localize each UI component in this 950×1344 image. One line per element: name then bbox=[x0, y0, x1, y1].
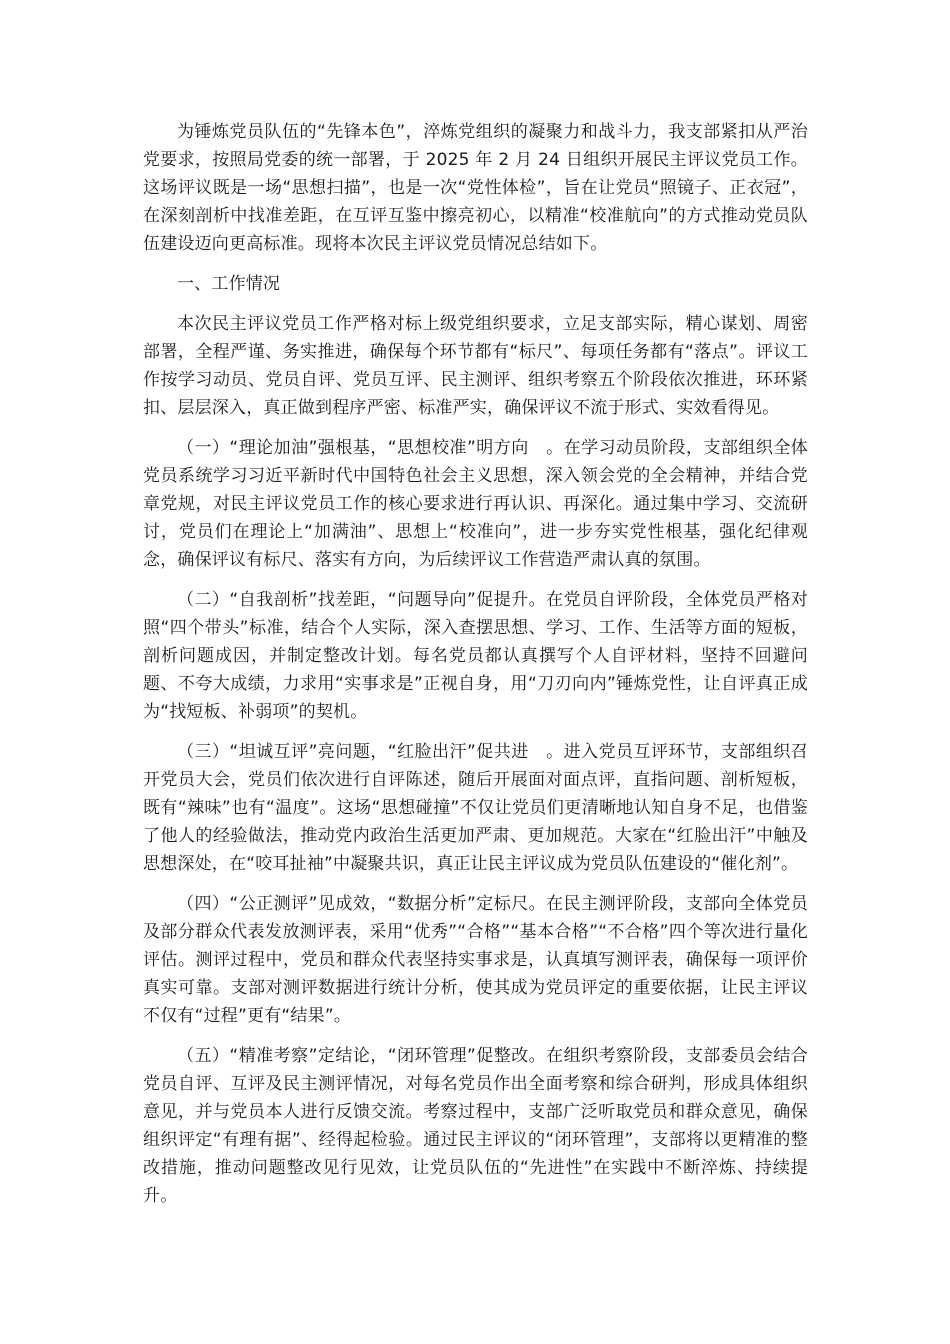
section-heading-work-status: 一、工作情况 bbox=[177, 274, 281, 294]
intro-paragraph: 为锤炼党员队伍的“先锋本色”，淬炼党组织的凝聚力和战斗力，我支部紧扣从严治党要求，按照局党委的统一部署，于 2025 年 2 月 24 日组织开展民主评议党员工作。这场评议既是一场“思想扫描”，也是一次“党性体检”，旨在让党员“照镜子、正衣冠”，在深刻剖析中找准差距，在互评互鉴中擦亮初心，以精准“校准航向”的方式推动党员队伍建设迈向更高标准。现将本次民主评议党员情况总结如下。 bbox=[143, 122, 808, 254]
item-paragraph-2: （二）“自我剖析”找差距，“问题导向”促提升。在党员自评阶段，全体党员严格对照“四个带头”标准，结合个人实际，深入查摆思想、学习、工作、生活等方面的短板，剖析问题成因，并制定整改计划。每名党员都认真撰写个人自评材料，坚持不回避问题、不夸大成绩，力求用“实事求是”正视自身，用“刀刃向内”锤炼党性，让自评真正成为“找短板、补弱项”的契机。 bbox=[143, 590, 808, 722]
document-body bbox=[143, 118, 808, 1222]
item-paragraph-5: （五）“精准考察”定结论，“闭环管理”促整改。在组织考察阶段，支部委员会结合党员自评、互评及民主测评情况，对每名党员作出全面考察和综合研判，形成具体组织意见，并与党员本人进行反馈交流。考察过程中，支部广泛听取党员和群众意见，确保组织评定“有理有据”、经得起检验。通过民主评议的“闭环管理”，支部将以更精准的整改措施，推动问题整改见行见效，让党员队伍的“先进性”在实践中不断淬炼、持续提升。 bbox=[143, 1046, 808, 1206]
section-intro-paragraph: 本次民主评议党员工作严格对标上级党组织要求，立足支部实际，精心谋划、周密部署，全程严谨、务实推进，确保每个环节都有“标尺”、每项任务都有“落点”。评议工作按学习动员、党员自评、党员互评、民主测评、组织考察五个阶段依次推进，环环紧扣、层层深入，真正做到程序严密、标准严实，确保评议不流于形式、实效看得见。 bbox=[143, 314, 808, 418]
item-paragraph-1: （一）“理论加油”强根基，“思想校准”明方向 。在学习动员阶段，支部组织全体党员系统学习习近平新时代中国特色社会主义思想，深入领会党的全会精神，并结合党章党规，对民主评议党员工作的核心要求进行再认识、再深化。通过集中学习、交流研讨，党员们在理论上“加满油”、思想上“校准向”，进一步夯实党性根基，强化纪律观念，确保评议有标尺、落实有方向，为后续评议工作营造严肃认真的氛围。 bbox=[143, 438, 808, 570]
item-paragraph-3: （三）“坦诚互评”亮问题，“红脸出汗”促共进 。进入党员互评环节，支部组织召开党员大会，党员们依次进行自评陈述，随后开展面对面点评，直指问题、剖析短板，既有“辣味”也有“温度”。这场“思想碰撞”不仅让党员们更清晰地认知自身不足，也借鉴了他人的经验做法，推动党内政治生活更加严肃、更加规范。大家在“红脸出汗”中触及思想深处，在“咬耳扯袖”中凝聚共识，真正让民主评议成为党员队伍建设的“催化剂”。 bbox=[143, 742, 808, 874]
item-paragraph-4: （四）“公正测评”见成效，“数据分析”定标尺。在民主测评阶段，支部向全体党员及部分群众代表发放测评表，采用“优秀”“合格”“基本合格”“不合格”四个等次进行量化评估。测评过程中，党员和群众代表坚持实事求是，认真填写测评表，确保每一项评价真实可靠。支部对测评数据进行统计分析，使其成为党员评定的重要依据，让民主评议不仅有“过程”更有“结果”。 bbox=[143, 894, 808, 1026]
